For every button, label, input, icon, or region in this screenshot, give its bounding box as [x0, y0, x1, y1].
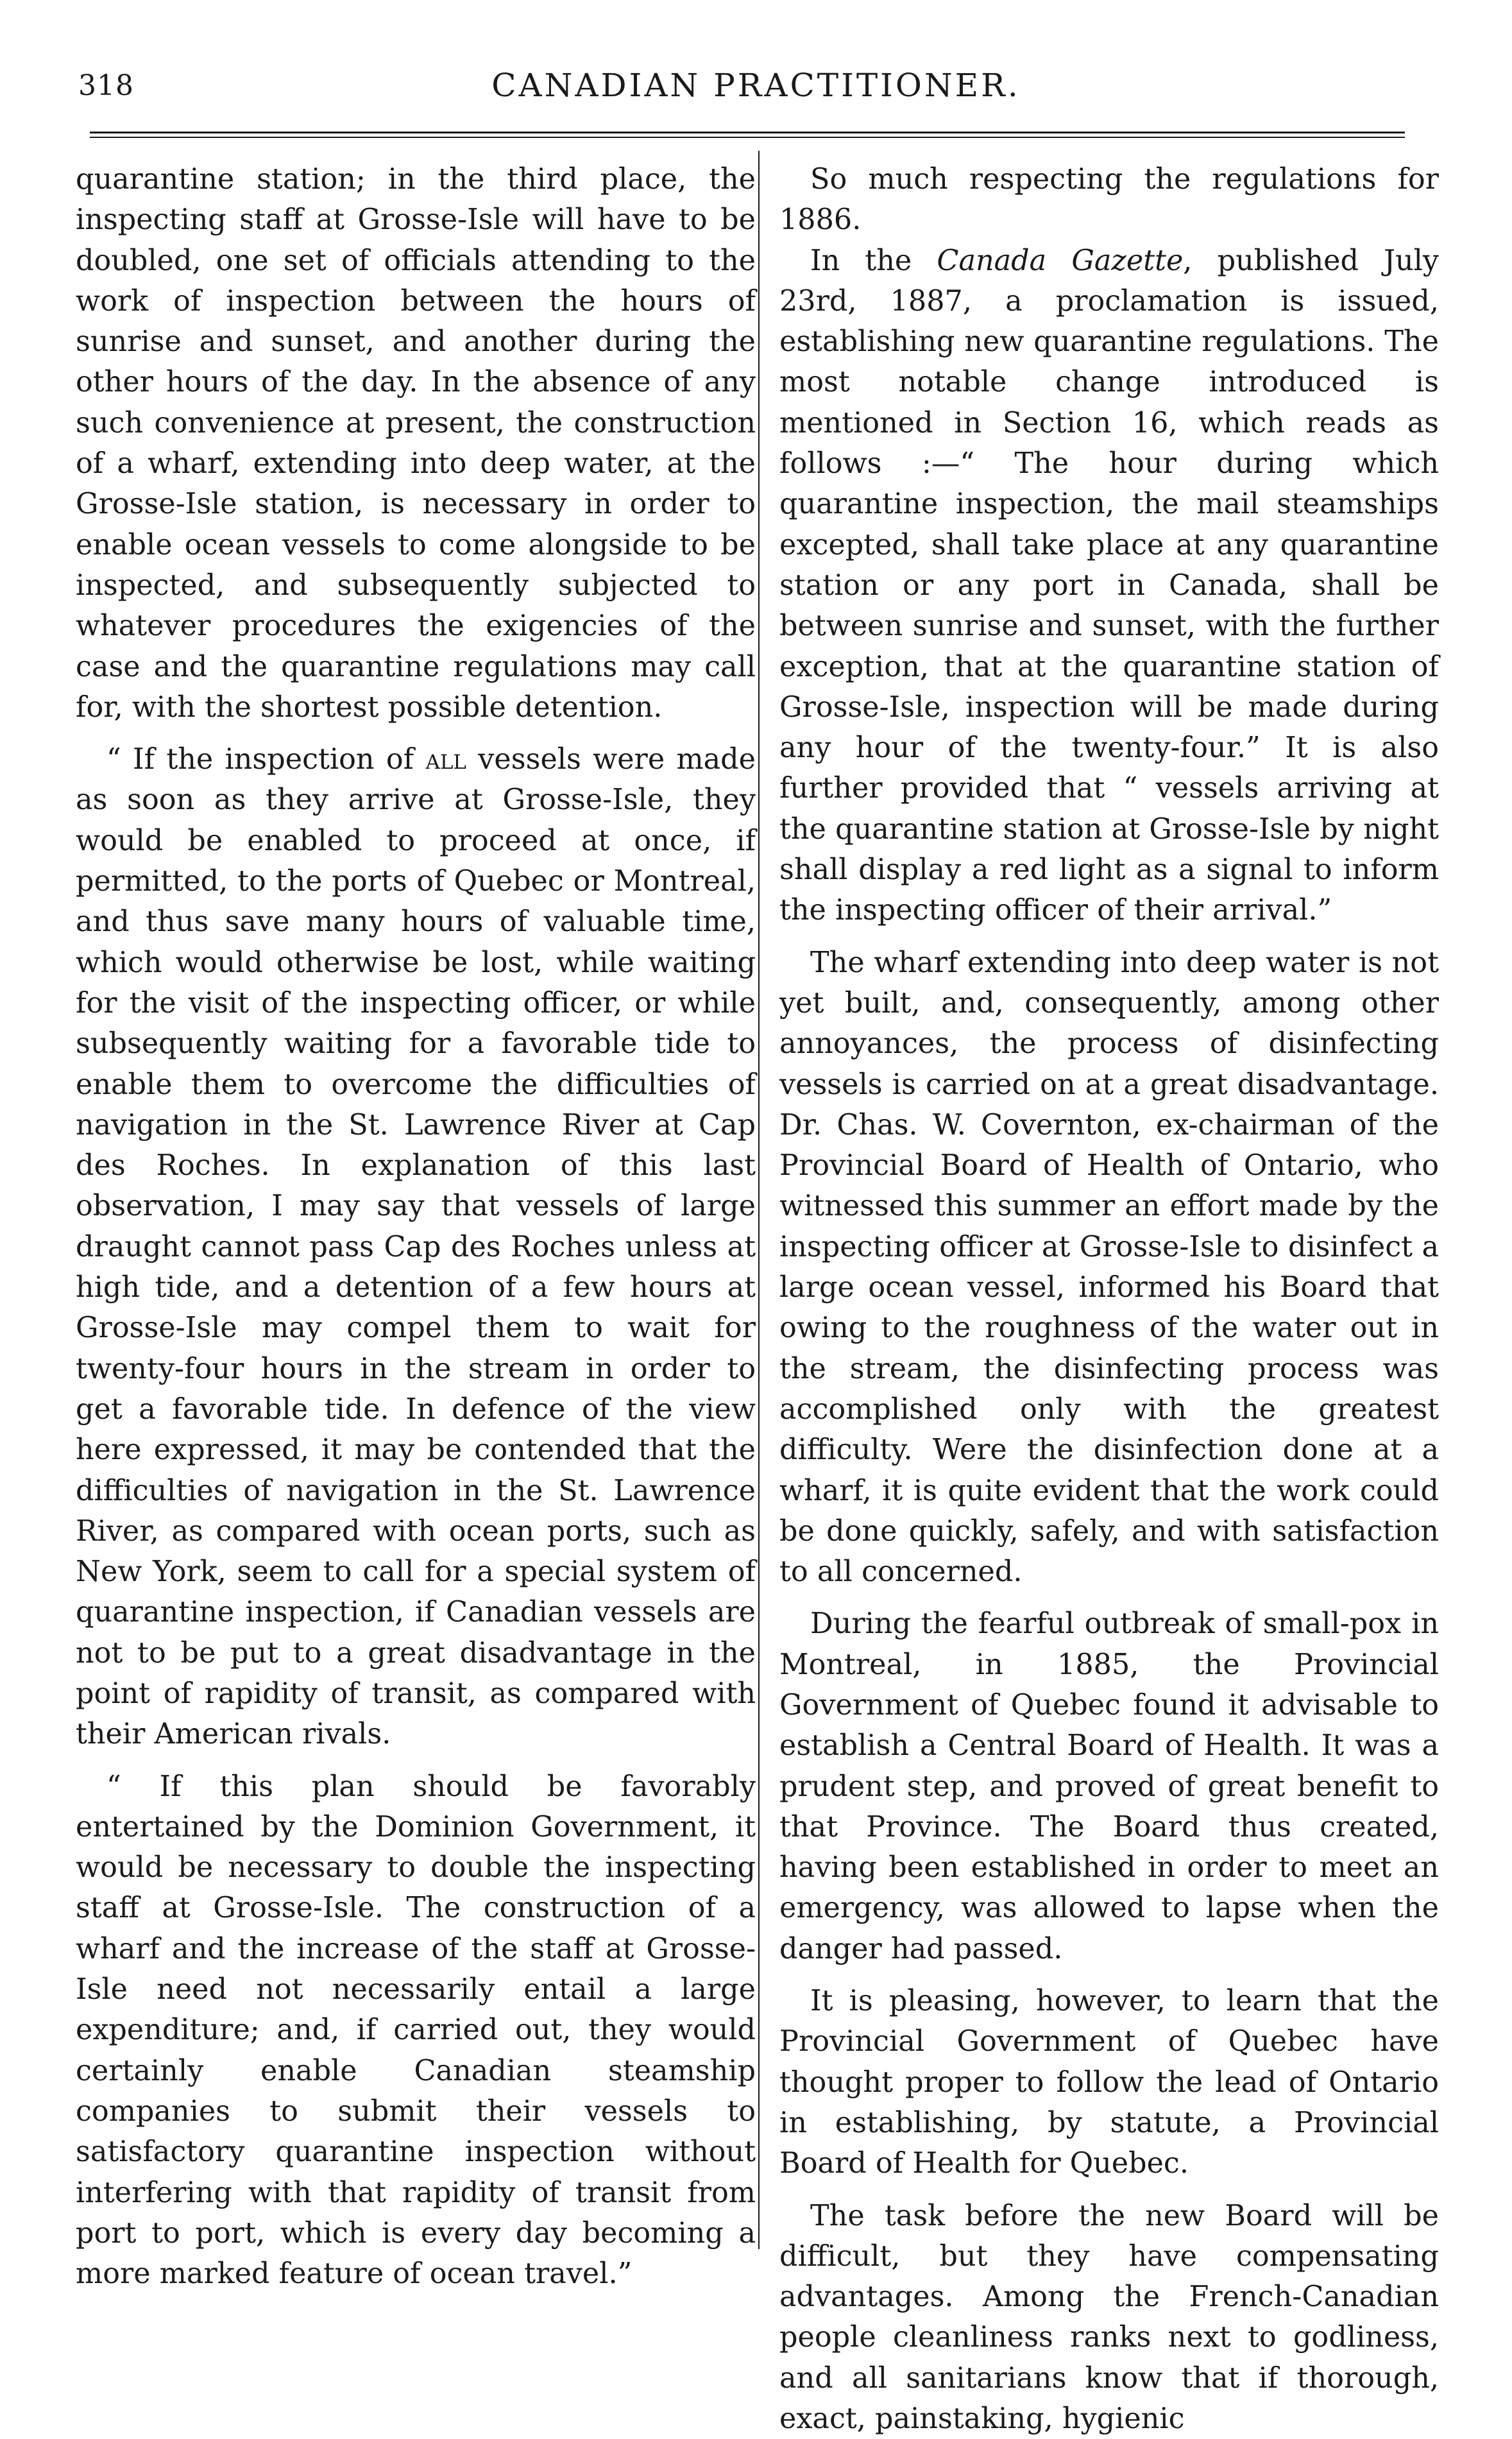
right-paragraph-2-italic: Canada Gazette: [937, 244, 1184, 277]
header-rule-secondary: [90, 137, 1405, 138]
left-paragraph-2-all: all: [425, 743, 466, 776]
left-paragraph-1: quarantine station; in the third place, the inspecting staff at Grosse-Isle will have to be doubled, one set of officials attending to the work of inspection between the hours of sunrise and sunset, and another during the other hours of the day. In the absence of any such convenience at present, the construction of a wharf, extending into deep water, at the Grosse-Isle station, is necessary in order to enable ocean vessels to come alongside to be inspected, and subsequently subjected to whatever procedures the exigencies of the case and the quarantine regulations may call for, with the shortest possible detention.: [76, 163, 756, 724]
left-paragraph-2: [76, 739, 756, 1754]
right-paragraph-2-a: In the: [810, 244, 937, 277]
left-paragraph-2-rest: vessels were made as soon as they arrive at Grosse-Isle, they would be enabled to proceed at once, if permitted, to the ports of Quebec or Montreal, and thus save many hours of valuable time, which would otherwise be lost, while waiting for the visit of the inspecting officer, or while subsequently waiting for a favorable tide to enable them to overcome the difficulties of navigation in the St. Lawrence River at Cap des Roches. In explanation of this last observation, I may say that vessels of large draught cannot pass Cap des Roches unless at high tide, and a detention of a few hours at Grosse-Isle may compel them to wait for twenty-four hours in the stream in order to get a favorable tide. In defence of the view here expressed, it may be contended that the difficulties of navigation in the St. Lawrence River, as compared with ocean ports, such as New York, seem to call for a special system of quarantine inspection, if Canadian vessels are not to be put to a great disadvantage in the point of rapidity of transit, as compared with their American rivals.: [76, 743, 756, 1751]
right-column: [779, 159, 1439, 2439]
right-paragraph-6: The task before the new Board will be difficult, but they have compensating advantages. Among the French-Canadian people cleanliness ranks next to godliness, and all sanitarians know that if thorough, exact, painstaking, hygienic: [779, 2199, 1439, 2436]
right-paragraph-2: [779, 241, 1439, 931]
column-divider: [758, 151, 760, 2249]
right-paragraph-4: During the fearful outbreak of small-pox in Montreal, in 1885, the Provincial Government of Quebec found it advisable to establish a Central Board of Health. It was a prudent step, and proved of great benefit to that Province. The Board thus created, having been established in order to meet an emergency, was allowed to lapse when the danger had passed.: [779, 1607, 1439, 1965]
right-paragraph-2-b: , published July 23rd, 1887, a proclamation is issued, establishing new quarantine regulations. The most notable change introduced is mentioned in Section 16, which reads as follows :—“ The hour during which quarantine inspection, the mail steamships excepted, shall take place at any quarantine station or any port in Canada, shall be between sunrise and sunset, with the further exception, that at the quarantine station of Grosse-Isle, inspection will be made during any hour of the twenty-four.” It is also further provided that “ vessels arriving at the quarantine station at Grosse-Isle by night shall display a red light as a signal to inform the inspecting officer of their arrival.”: [779, 244, 1440, 927]
left-paragraph-3: “ If this plan should be favorably entertained by the Dominion Government, it would be necessary to double the inspecting staff at Grosse-Isle. The construction of a wharf and the increase of the staff at Grosse-Isle need not necessarily entail a large expenditure; and, if carried out, they would certainly enable Canadian steamship companies to submit their vessels to satisfactory quarantine inspection without interfering with that rapidity of transit from port to port, which is every day becoming a more marked feature of ocean travel.”: [76, 1770, 756, 2291]
right-paragraph-5: It is pleasing, however, to learn that the Provincial Government of Quebec have thought proper to follow the lead of Ontario in establishing, by statute, a Provincial Board of Health for Quebec.: [779, 1985, 1439, 2180]
left-column: [76, 159, 756, 2294]
left-paragraph-2-open: “ If the inspection of: [106, 743, 426, 776]
right-paragraph-3: The wharf extending into deep water is not yet built, and, consequently, among other annoyances, the process of disinfecting vessels is carried on at a great disadvantage. Dr. Chas. W. Covernton, ex-chairman of the Provincial Board of Health of Ontario, who witnessed this summer an effort made by the inspecting officer at Grosse-Isle to disinfect a large ocean vessel, informed his Board that owing to the roughness of the water out in the stream, the disinfecting process was accomplished only with the greatest difficulty. Were the disinfection done at a wharf, it is quite evident that the work could be done quickly, safely, and with satisfaction to all concerned.: [779, 946, 1439, 1589]
right-paragraph-1: So much respecting the regulations for 1886.: [779, 163, 1439, 237]
running-head-title: CANADIAN PRACTITIONER.: [491, 67, 1021, 104]
header-rule: [90, 132, 1405, 133]
page-number: 318: [78, 69, 134, 102]
